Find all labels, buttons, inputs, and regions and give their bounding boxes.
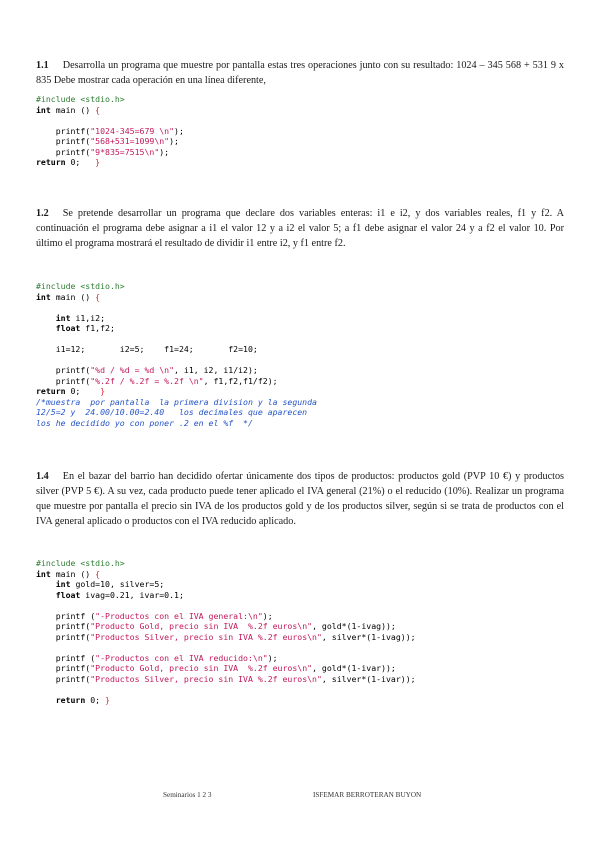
code-line [36,334,317,345]
exercise-1-2-statement [36,206,564,251]
code-line: return 0; } [36,157,101,167]
exercise-text: Desarrolla un programa que muestre por pantalla estas tres operaciones junto con su resultado: 1024 – 345 568 + 531 9 x 835 Debe mostrar cada operación en una línea diferente, [36,60,564,86]
exercise-1-4-statement [36,469,564,529]
code-block-1-1 [36,94,184,168]
code-line: printf("Producto Gold, precio sin IVA %.2f euros\n", gold*(1-ivar)); [36,663,396,673]
code-line: int gold=10, silver=5; [55,579,165,589]
code-line: /*muestra por pantalla la primera division y la segunda [36,396,317,407]
code-block-1-2 [36,281,317,428]
code-line: int main () { [36,104,101,115]
code-line: printf("9*835=7515\n"); [36,146,170,157]
code-line: int i1,i2; [55,312,106,323]
code-line: return 0; } [55,694,110,705]
exercise-text: Se pretende desarrollar un programa que declare dos variables enteras: i1 e i2, y dos variables reales, f1 y f2. A continuación el programa debe asignar a i1 el valor 12 y a i2 el valor 5; a f1 debe asignar el valor 24 y a f2 el valor 10. Por último el programa mostrará el resultado de dividir i1 entre i2, y f1 entre f2. [36,208,564,249]
code-line: float ivag=0.21, ivar=0.1; [55,589,184,600]
code-line: printf("%d / %d = %d \n", i1, i2, i1/i2); [36,365,258,375]
exercise-1-1-statement [36,58,564,88]
code-line: i1=12; i2=5; f1=24; f2=10; [36,344,258,354]
code-line: 12/5=2 y 24.00/10.00=2.40 los decimales que aparecen [36,407,308,417]
code-line: printf("Producto Gold, precio sin IVA %.2f euros\n", gold*(1-ivag)); [36,621,396,631]
code-line: printf("Productos Silver, precio sin IVA %.2f euros\n", silver*(1-ivag)); [36,631,416,642]
code-line: printf ("-Productos con el IVA reducido:\n"); [36,652,278,663]
code-line [36,115,184,126]
code-line [36,642,416,653]
exercise-number: 1.1 [36,60,49,71]
code-line: return 0; } [36,386,106,396]
code-line: #include <stdio.h> [36,281,125,291]
code-line: printf ("-Productos con el IVA general:\n"); [36,610,273,621]
exercise-text: En el bazar del barrio han decidido ofertar únicamente dos tipos de productos: productos gold (PVP 10 €) y productos silver (PVP 5 €). A su vez, cada producto puede tener aplicado el IVA general (21%) o el reducido (10%). Realizar un programa que muestre por pantalla el precio sin IVA de los productos gold y de los productos silver, según si se trata de productos con el IVA general aplicado o productos con el IVA reducido aplicado. [36,471,564,527]
code-line: printf("Productos Silver, precio sin IVA %.2f euros\n", silver*(1-ivar)); [36,673,416,684]
exercise-number: 1.4 [36,471,49,482]
code-line [36,600,416,611]
code-line [36,684,416,695]
exercise-number: 1.2 [36,208,49,219]
footer-right: ISFEMAR BERROTERAN BUYON [313,791,422,799]
code-line: #include <stdio.h> [36,94,125,104]
code-line: float f1,f2; [55,323,115,333]
code-line: #include <stdio.h> [36,558,125,568]
footer-left: Seminarios 1 2 3 [163,791,212,799]
code-line [36,355,317,366]
code-line: printf("1024-345=679 \n"); [36,125,184,136]
code-line: printf("568+531=1099\n"); [36,136,179,146]
code-line: int main () { [36,568,101,579]
code-line: los he decidido yo con poner .2 en el %f */ [36,417,253,428]
code-block-1-4 [36,558,416,705]
code-line [36,302,317,313]
code-line: int main () { [36,291,101,302]
code-line: printf("%.2f / %.2f = %.2f \n", f1,f2,f1/f2); [36,375,278,386]
